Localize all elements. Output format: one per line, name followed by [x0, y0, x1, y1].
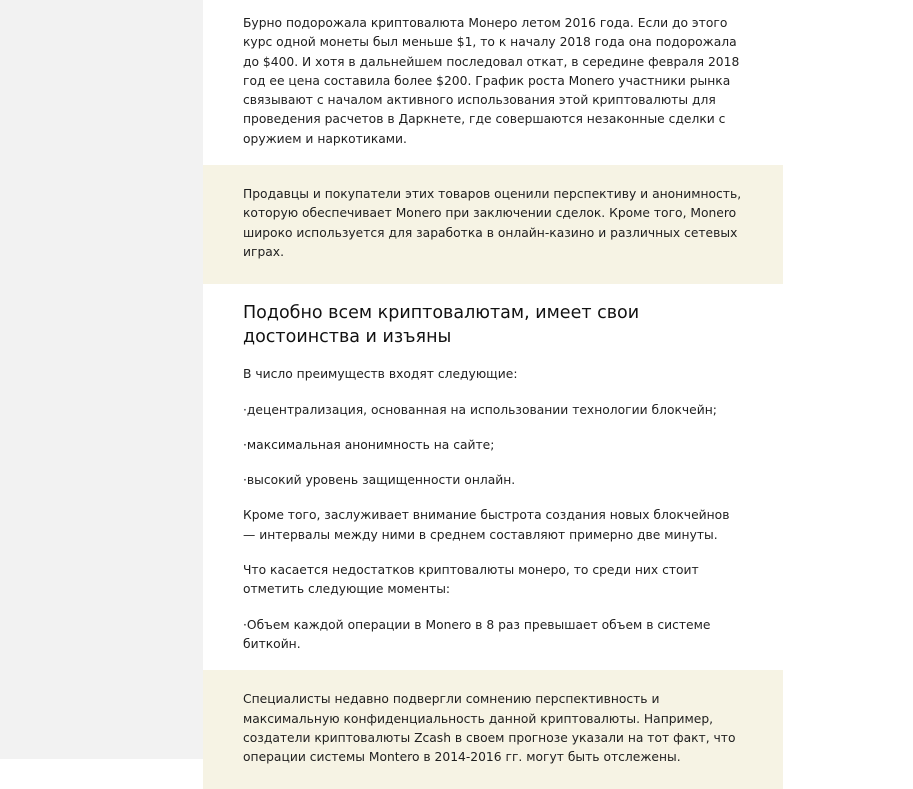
speed-paragraph: Кроме того, заслуживает внимание быстрота создания новых блокчейнов — интервалы между ними в среднем составляют примерно две минуты.: [243, 508, 730, 542]
left-gutter: [0, 0, 203, 759]
article-body: [203, 0, 783, 765]
pros-cons-section: [203, 284, 783, 654]
intro-paragraph: Бурно подорожала криптовалюта Монеро летом 2016 года. Если до этого курс одной монеты был меньше $1, то к началу 2018 года она подорожала до $400. И хотя в дальнейшем последовал откат, в середине февраля 2018 год ее цена составила более $200. График роста Monero участники рынка связывают с началом активного использования этой криптовалюты для проведения расчетов в Даркнете, где совершаются незаконные сделки с оружием и наркотиками.: [243, 16, 740, 146]
drawback-item: ·Объем каждой операции в Monero в 8 раз превышает объем в системе биткойн.: [243, 617, 711, 651]
section-heading: Подобно всем криптовалютам, имеет свои достоинства и изъяны: [243, 303, 640, 348]
highlight-quote-2: [203, 670, 783, 789]
intro-section: [203, 0, 783, 149]
advantage-item: ·максимальная анонимность на сайте;: [243, 437, 495, 452]
advantage-item: ·децентрализация, основанная на использовании технологии блокчейн;: [243, 402, 717, 417]
highlight-quote-1: [203, 165, 783, 284]
drawbacks-intro: Что касается недостатков криптовалюты монеро, то среди них стоит отметить следующие моменты:: [243, 563, 699, 597]
quote-1-text: Продавцы и покупатели этих товаров оценили перспективу и анонимность, которую обеспечивает Monero при заключении сделок. Кроме того, Monero широко используется для заработка в онлайн-казино и различных сетевых играх.: [243, 187, 742, 259]
quote-2-text: Специалисты недавно подвергли сомнению перспективность и максимальную конфиденциальность данной криптовалюты. Например, создатели криптовалюты Zcash в своем прогнозе указали на тот факт, что операции системы Montero в 2014-2016 гг. могут быть отслежены.: [243, 692, 736, 765]
advantage-item: ·высокий уровень защищенности онлайн.: [243, 473, 516, 488]
advantages-intro: В число преимуществ входят следующие:: [243, 367, 518, 382]
